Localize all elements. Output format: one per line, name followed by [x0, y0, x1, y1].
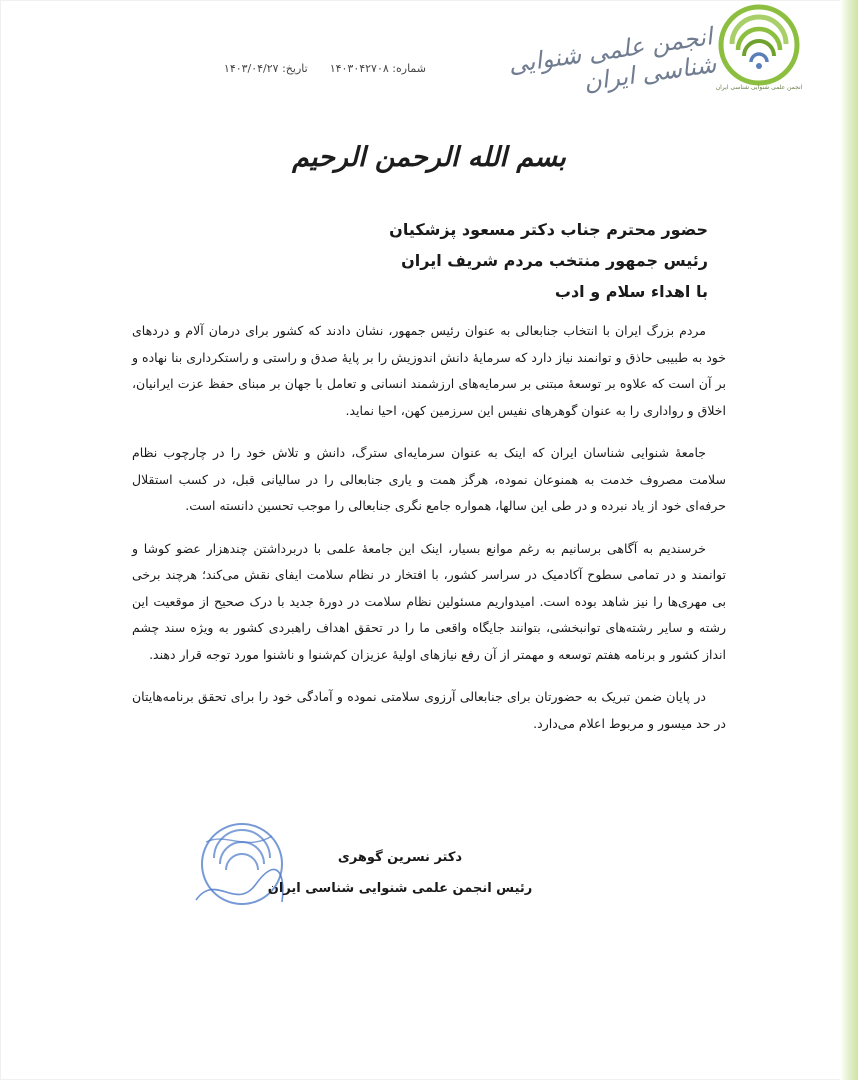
number-value: ۱۴۰۳۰۴۲۷۰۸: [329, 62, 389, 75]
greeting-line: با اهداء سلام و ادب: [554, 282, 708, 301]
body-paragraph: در پایان ضمن تبریک به حضورتان برای جنابعالی آرزوی سلامتی نموده و آمادگی خود را برای تحقق برنامه‌هایتان در حد میسور و مربوط اعلام می‌دارد.: [132, 689, 726, 731]
letter-body: [132, 318, 726, 753]
date-label: تاریخ:: [282, 62, 308, 75]
signature-block: [260, 842, 540, 904]
salutation-block: [148, 214, 708, 307]
signatory-name: دکتر نسرین گوهری: [337, 850, 463, 865]
body-paragraph: مردم بزرگ ایران با انتخاب جنابعالی به عنوان رئیس جمهور، نشان دادند که کشور برای درمان آلام و دردهای خود به طبیبی حاذق و توانمند نیاز دارد که سرمایهٔ دانش اندوزیش را بر پایهٔ صدق و راستی و راستکرداری بنا نهاده و بر آن است که علاوه بر توسعهٔ مبتنی بر سرمایه‌های ارزشمند انسانی و تعامل با جهان بر مبنای حفظ عزت ایرانیان، اخلاق و رواداری را به عنوان گوهرهای نفیس این سرزمین کهن، احیا نماید.: [132, 323, 726, 418]
body-paragraph: خرسندیم به آگاهی برسانیم به رغم موانع بسیار، اینک این جامعهٔ علمی با دربرداشتن چندهزار عضو کوشا و توانمند و در تمامی سطوح آکادمیک در سراسر کشور، با افتخار در نظام سلامت ایفای نقش می‌کند؛ هرچند برخی بی مهری‌ها را نیز شاهد بوده است. امیدواریم مسئولین نظام سلامت در دورهٔ جدید با درک صحیح از موقعیت این رشته و سایر رشته‌های توانبخشی، بتوانند جایگاه واقعی ما را در تحقق اهداف راهبردی کشور به ویژه سند چشم انداز کشور و برنامه هفتم توسعه و مهمتر از آن رفع نیازهای اولیهٔ عزیزان کم‌شنوا و ناشنوا مورد توجه قرار دهند.: [132, 540, 726, 662]
organization-logo-icon: [718, 4, 800, 86]
letter-date: [224, 62, 308, 75]
recipient-title: رئیس جمهور منتخب مردم شریف ایران: [401, 251, 708, 270]
signatory-title: رئیس انجمن علمی شنوایی شناسی ایران: [267, 881, 533, 896]
number-label: شماره:: [392, 62, 426, 75]
organization-name: انجمن علمی شنوایی شناسی ایران: [506, 22, 718, 97]
body-paragraph: جامعهٔ شنوایی شناسان ایران که اینک به عنوان سرمایه‌ای سترگ، دانش و تلاش خود را در چارچوب نظام سلامت مصروف خدمت به همنوعان نموده، هرگز همت و یاری جنابعالی را در سالیانی قبل، در کسب استقلال حرفه‌ای خود از یاد نبرده و در طی این سالها، همواره جامع نگری جنابعالی را موجب تحسین دانسته است.: [132, 445, 726, 513]
date-value: ۱۴۰۳/۰۴/۲۷: [223, 62, 279, 75]
letter-number: [330, 62, 426, 75]
basmala-heading: بسم الله الرحمن الرحیم: [292, 142, 566, 173]
recipient-name: حضور محترم جناب دکتر مسعود پزشکیان: [389, 220, 708, 239]
logo-caption: انجمن علمی شنوایی شناسی ایران: [715, 84, 803, 91]
letter-meta: [224, 62, 426, 75]
